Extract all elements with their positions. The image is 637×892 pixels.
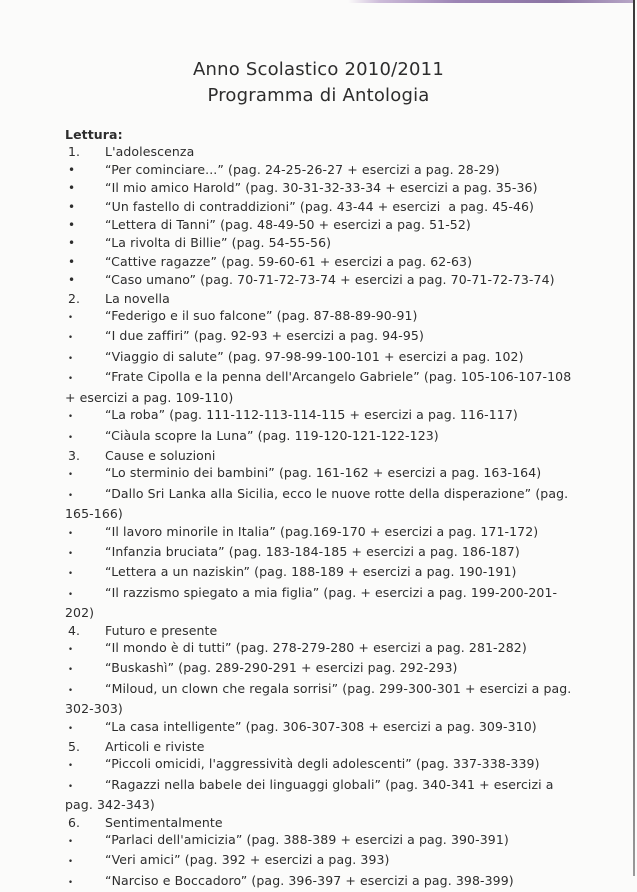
section-heading — [65, 447, 577, 464]
bullet-icon: • — [68, 432, 74, 443]
list-item — [65, 327, 577, 347]
list-item — [65, 485, 577, 523]
list-item — [65, 307, 577, 327]
list-item — [65, 406, 577, 426]
list-item — [65, 348, 577, 368]
scan-artifact-top-line — [0, 0, 633, 3]
item-text: “Dallo Sri Lanka alla Sicilia, ecco le nuove rotte della disperazione” (pag. 165-166) — [65, 485, 573, 522]
bullet-icon: • — [68, 569, 74, 580]
item-text: “La rivolta di Billie” (pag. 54-55-56) — [105, 235, 332, 251]
item-text: “Cattive ragazze” (pag. 59-60-61 + esercizi a pag. 62-63) — [105, 253, 473, 269]
list-item — [65, 179, 577, 197]
list-item — [65, 464, 577, 484]
bullet-icon: • — [68, 254, 76, 269]
item-text: “Il mio amico Harold” (pag. 30-31-32-33-34 + esercizi a pag. 35-36) — [105, 180, 538, 196]
item-text: “Il mondo è di tutti” (pag. 278-279-280 + esercizi a pag. 281-282) — [105, 639, 527, 655]
item-text: “Viaggio di salute” (pag. 97-98-99-100-101 + esercizi a pag. 102) — [105, 348, 524, 364]
item-text: “Federigo e il suo falcone” (pag. 87-88-89-90-91) — [105, 308, 418, 324]
section-title: Articoli e riviste — [105, 739, 205, 754]
item-text: “Ciàula scopre la Luna” (pag. 119-120-121-122-123) — [105, 427, 439, 443]
bullet-icon: • — [68, 236, 76, 251]
list-item — [65, 427, 577, 447]
list-item — [65, 543, 577, 563]
bullet-icon: • — [68, 218, 76, 233]
section-title: L'adolescenza — [105, 144, 195, 160]
item-text: “Lettera a un naziskin” (pag. 188-189 + esercizi a pag. 190-191) — [105, 564, 517, 580]
item-text: “Il razzismo spiegato a mia figlia” (pag. + esercizi a pag. 199-200-201-202) — [65, 584, 558, 621]
bullet-icon: • — [68, 589, 74, 600]
list-heading — [65, 126, 577, 143]
bullet-icon: • — [68, 374, 74, 385]
document-body — [65, 126, 577, 892]
bullet-icon: • — [68, 162, 76, 177]
section-title: Futuro e presente — [105, 622, 218, 638]
reading-list — [65, 143, 577, 892]
bullet-icon: • — [68, 723, 74, 734]
item-text: “Veri amici” (pag. 392 + esercizi a pag. 393) — [105, 852, 390, 868]
item-text: “Miloud, un clown che regala sorrisi” (pag. 299-300-301 + esercizi a pag. 302-303) — [65, 680, 576, 717]
bullet-icon: • — [68, 781, 74, 792]
bullet-icon: • — [68, 548, 74, 559]
item-text: “Parlaci dell'amicizia” (pag. 388-389 + esercizi a pag. 390-391) — [105, 832, 509, 848]
list-item — [65, 563, 577, 583]
item-text: “Il lavoro minorile in Italia” (pag.169-170 + esercizi a pag. 171-172) — [105, 523, 539, 539]
list-item — [65, 851, 577, 871]
list-item — [65, 776, 577, 814]
list-item — [65, 718, 577, 738]
section-number: 2. — [68, 290, 81, 306]
list-item — [65, 253, 577, 271]
section-number: 1. — [68, 144, 81, 160]
list-item — [65, 872, 577, 892]
section-number: 4. — [68, 622, 81, 638]
document-header — [0, 57, 637, 109]
item-text: “Per cominciare...” (pag. 24-25-26-27 + esercizi a pag. 28-29) — [105, 161, 500, 177]
section-title: Cause e soluzioni — [105, 447, 216, 463]
item-text: “Piccoli omicidi, l'aggressività degli adolescenti” (pag. 337-338-339) — [105, 756, 540, 772]
list-heading-label: Lettura: — [65, 127, 123, 142]
bullet-icon: • — [68, 353, 74, 364]
bullet-icon: • — [68, 857, 74, 868]
item-text: “Un fastello di contraddizioni” (pag. 43-44 + esercizi a pag. 45-46) — [105, 198, 535, 214]
item-text: “Lo sterminio dei bambini” (pag. 161-162 + esercizi a pag. 163-164) — [105, 465, 542, 481]
section-title: La novella — [105, 290, 170, 306]
item-text: “Caso umano” (pag. 70-71-72-73-74 + esercizi a pag. 70-71-72-73-74) — [105, 272, 555, 288]
document-title: Anno Scolastico 2010/2011 — [193, 59, 444, 80]
item-text: “Buskashì” (pag. 289-290-291 + esercizi pag. 292-293) — [105, 660, 458, 676]
bullet-icon: • — [68, 199, 76, 214]
list-item — [65, 523, 577, 543]
bullet-icon: • — [68, 761, 74, 772]
item-text: “Ragazzi nella babele dei linguaggi globali” (pag. 340-341 + esercizi a pag. 342-343) — [65, 776, 558, 813]
list-item — [65, 216, 577, 234]
bullet-icon: • — [68, 528, 74, 539]
item-text: “I due zaffiri” (pag. 92-93 + esercizi a pag. 94-95) — [105, 328, 424, 344]
list-item — [65, 659, 577, 679]
section-heading — [65, 738, 577, 755]
item-text: “Lettera di Tanni” (pag. 48-49-50 + esercizi a pag. 51-52) — [105, 217, 471, 233]
section-number: 5. — [68, 739, 81, 754]
list-item — [65, 831, 577, 851]
bullet-icon: • — [68, 412, 74, 423]
list-item — [65, 755, 577, 775]
section-heading — [65, 814, 577, 831]
list-item — [65, 584, 577, 622]
scan-artifact-right-edge — [633, 0, 635, 876]
bullet-icon: • — [68, 181, 76, 196]
bullet-icon: • — [68, 273, 76, 288]
section-number: 6. — [68, 814, 81, 830]
bullet-icon: • — [68, 313, 74, 324]
bullet-icon: • — [68, 470, 74, 481]
item-text: “Infanzia bruciata” (pag. 183-184-185 + esercizi a pag. 186-187) — [105, 543, 520, 559]
list-item — [65, 368, 577, 406]
bullet-icon: • — [68, 685, 74, 696]
item-text: “La roba” (pag. 111-112-113-114-115 + esercizi a pag. 116-117) — [105, 407, 518, 423]
section-heading — [65, 290, 577, 307]
list-item — [65, 271, 577, 289]
list-item — [65, 198, 577, 216]
bullet-icon: • — [68, 877, 74, 888]
section-heading — [65, 143, 577, 160]
item-text: “Narciso e Boccadoro” (pag. 396-397 + esercizi a pag. 398-399) — [105, 872, 514, 888]
list-item — [65, 161, 577, 179]
section-heading — [65, 622, 577, 639]
bullet-icon: • — [68, 490, 74, 501]
document-subtitle: Programma di Antologia — [207, 85, 430, 106]
section-number: 3. — [68, 447, 81, 463]
bullet-icon: • — [68, 644, 74, 655]
bullet-icon: • — [68, 333, 74, 344]
item-text: “Frate Cipolla e la penna dell'Arcangelo Gabriele” (pag. 105-106-107-108 + esercizi a pag. 109-110) — [65, 369, 576, 405]
list-item — [65, 680, 577, 718]
list-item — [65, 234, 577, 252]
bullet-icon: • — [68, 837, 74, 848]
item-text: “La casa intelligente” (pag. 306-307-308 + esercizi a pag. 309-310) — [105, 718, 537, 734]
section-title: Sentimentalmente — [105, 814, 223, 830]
bullet-icon: • — [68, 665, 74, 676]
list-item — [65, 639, 577, 659]
